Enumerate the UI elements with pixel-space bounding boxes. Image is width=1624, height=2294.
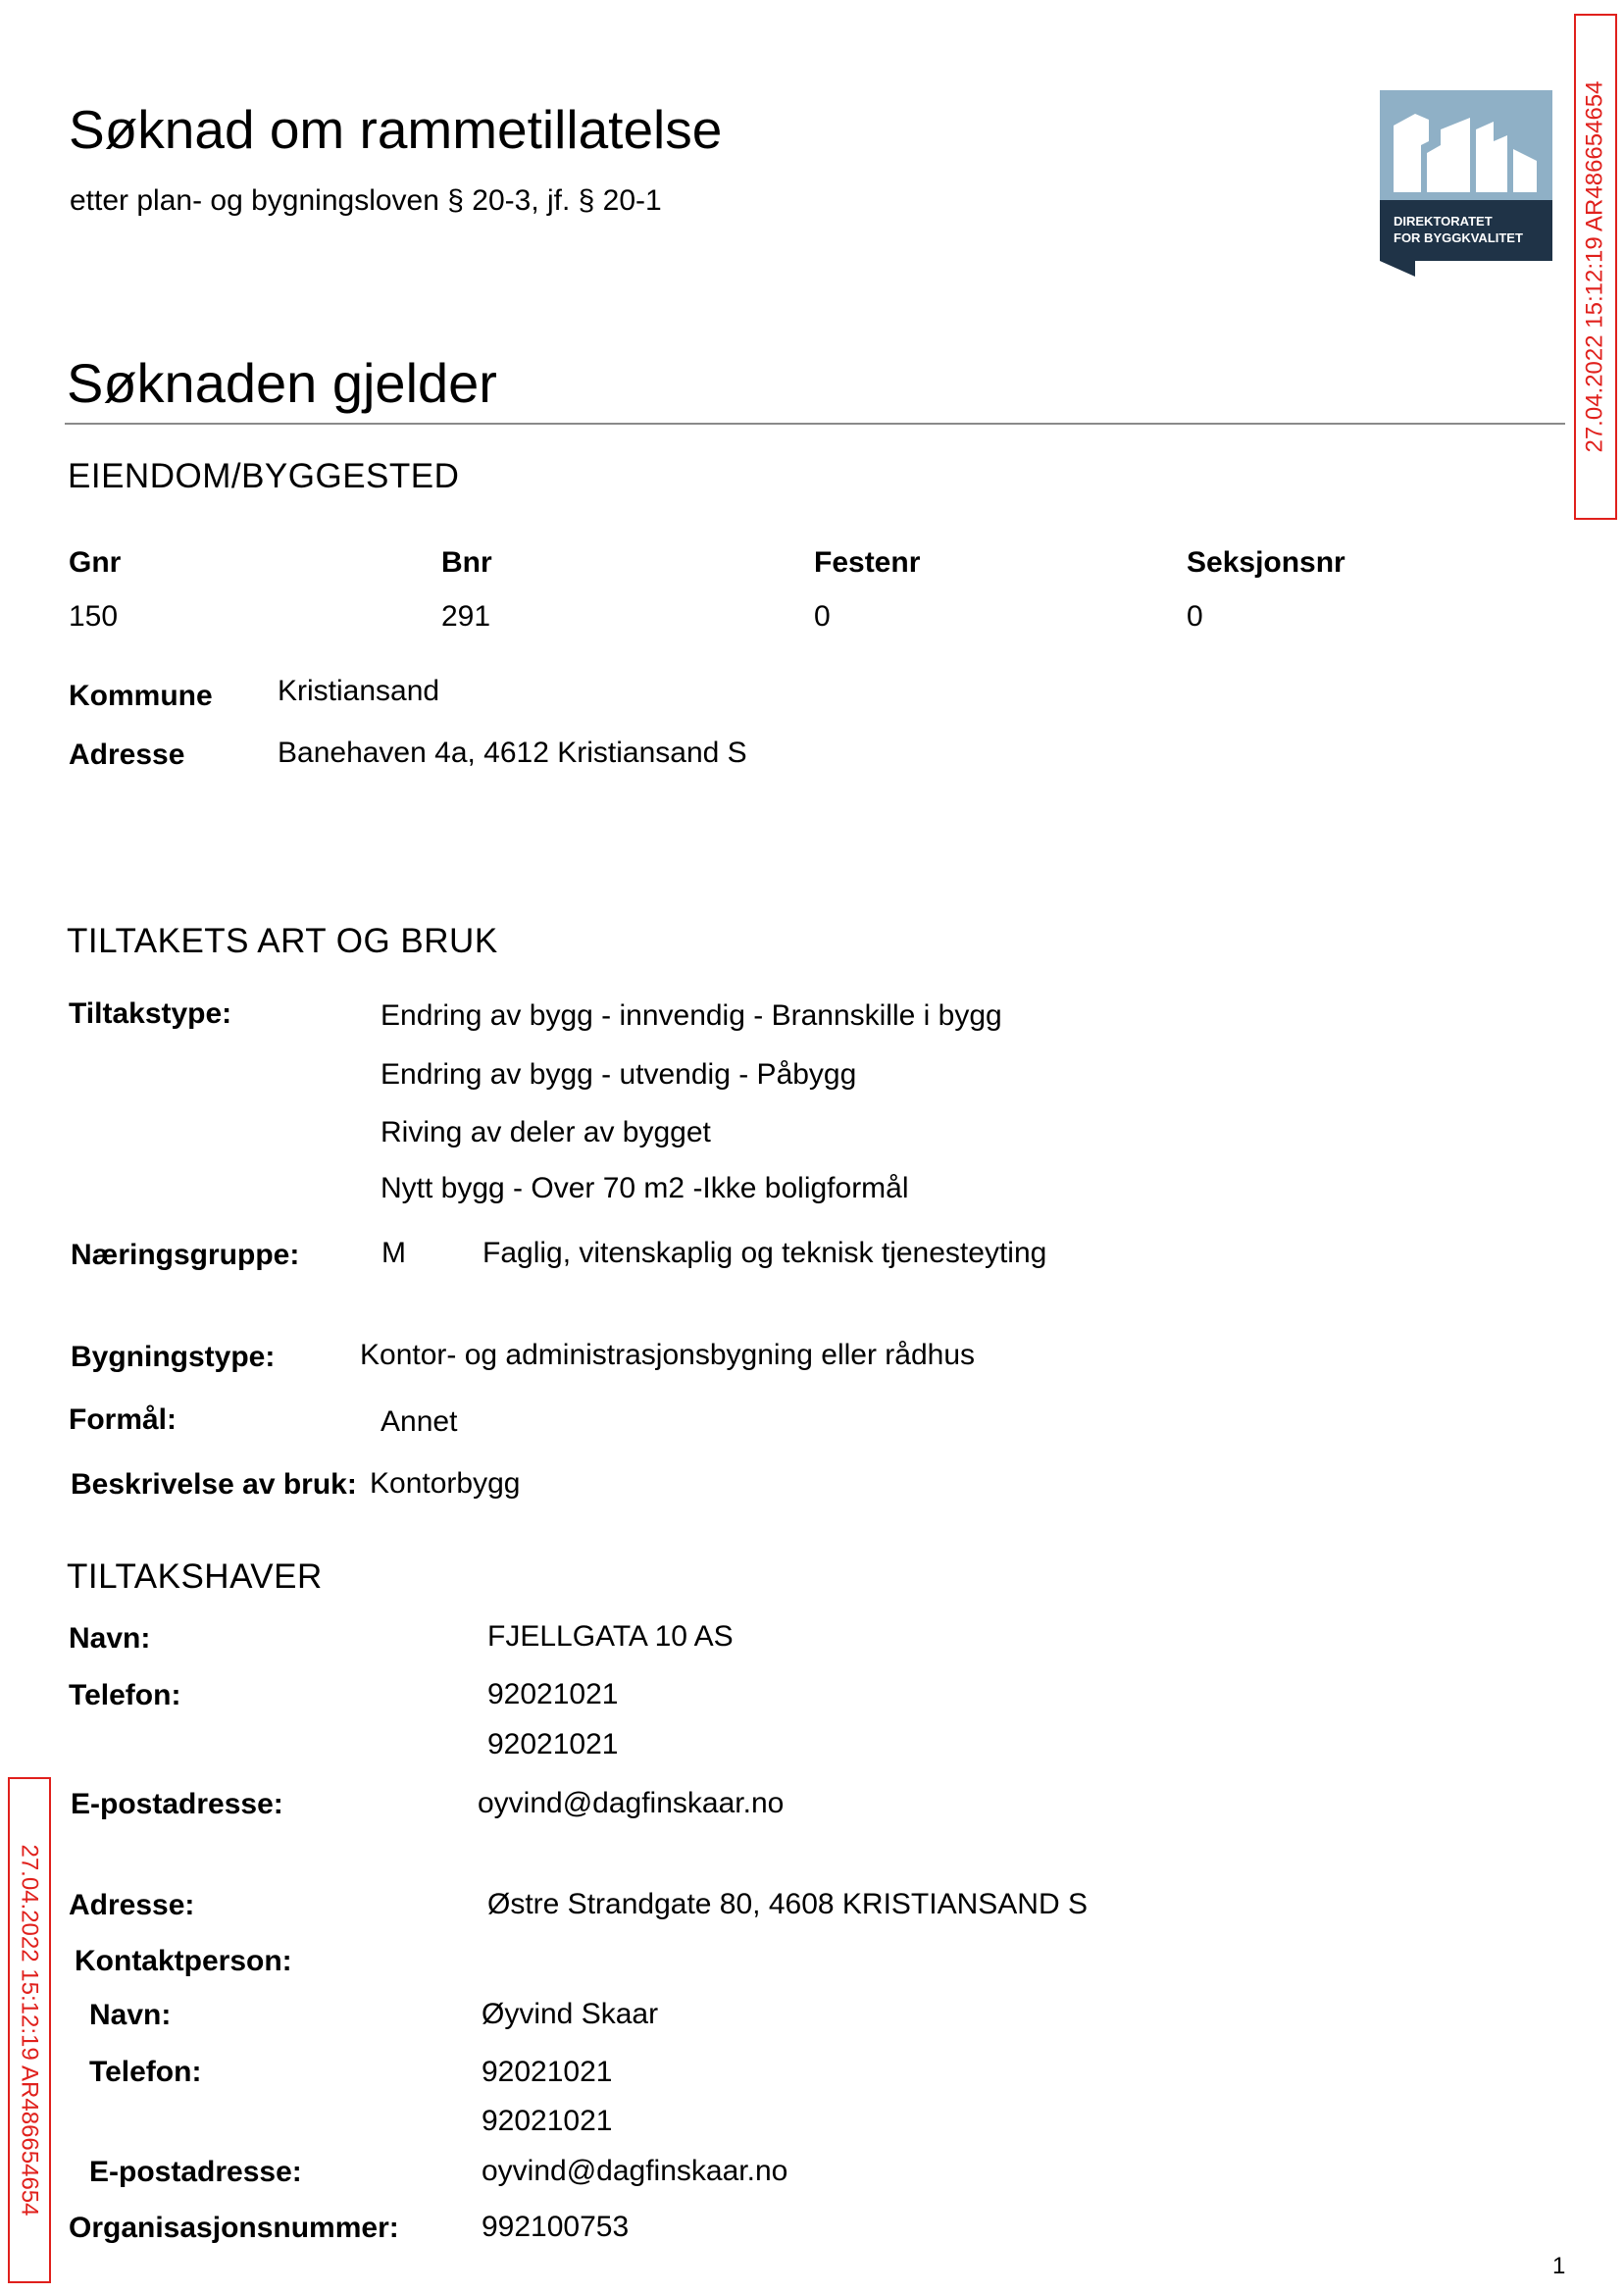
kontakt-navn-label: Navn: (89, 1999, 172, 2031)
kontakt-navn-value: Øyvind Skaar (482, 1998, 659, 2030)
kontakt-epost-value: oyvind@dagfinskaar.no (482, 2155, 788, 2187)
page-number: 1 (1552, 2253, 1566, 2279)
tiltakshaver-adresse-label: Adresse: (69, 1889, 195, 1921)
dibk-logo-graphic (1380, 90, 1552, 277)
tiltakstype-item: Nytt bygg - Over 70 m2 -Ikke boligformål (381, 1172, 909, 1204)
gnr-label: Gnr (69, 546, 122, 579)
tiltakstype-item: Endring av bygg - innvendig - Brannskille i bygg (381, 999, 1002, 1032)
tiltakshaver-heading: TILTAKSHAVER (67, 1557, 323, 1596)
tiltakshaver-navn-label: Navn: (69, 1622, 151, 1655)
festenr-value: 0 (814, 600, 831, 633)
kontakt-telefon-value: 92021021 (482, 2056, 613, 2088)
bygningstype-label: Bygningstype: (71, 1341, 276, 1373)
orgnr-label: Organisasjonsnummer: (69, 2212, 399, 2244)
kontakt-telefon-value: 92021021 (482, 2105, 613, 2137)
kommune-value: Kristiansand (278, 675, 440, 707)
bruk-label: Beskrivelse av bruk: (71, 1468, 357, 1501)
tiltakshaver-telefon-value: 92021021 (487, 1678, 619, 1710)
kontaktperson-label: Kontaktperson: (75, 1945, 292, 1977)
seksjonsnr-label: Seksjonsnr (1187, 546, 1345, 579)
document-title: Søknad om rammetillatelse (69, 99, 723, 160)
naeringsgruppe-code: M (381, 1237, 406, 1269)
tiltakshaver-adresse-value: Østre Strandgate 80, 4608 KRISTIANSAND S (487, 1888, 1088, 1920)
naeringsgruppe-label: Næringsgruppe: (71, 1239, 300, 1271)
bnr-label: Bnr (441, 546, 492, 579)
bruk-value: Kontorbygg (370, 1467, 521, 1500)
formal-label: Formål: (69, 1403, 178, 1436)
kontakt-telefon-label: Telefon: (89, 2056, 202, 2088)
adresse-label: Adresse (69, 739, 185, 771)
adresse-value: Banehaven 4a, 4612 Kristiansand S (278, 737, 747, 769)
logo-line1: DIREKTORATET (1394, 214, 1493, 229)
property-heading: EIENDOM/BYGGESTED (68, 457, 460, 495)
tiltakshaver-epost-label: E-postadresse: (71, 1788, 283, 1820)
kommune-label: Kommune (69, 680, 213, 712)
registration-stamp-bottom (8, 1777, 51, 2283)
tiltakshaver-navn-value: FJELLGATA 10 AS (487, 1620, 734, 1653)
bnr-value: 291 (441, 600, 491, 633)
gnr-value: 150 (69, 600, 119, 633)
dibk-logo (1380, 90, 1552, 277)
stamp-text: 27.04.2022 15:12:19 AR486654654 (1582, 80, 1608, 453)
document-subtitle: etter plan- og bygningsloven § 20-3, jf. § 20-1 (70, 184, 662, 217)
registration-stamp-top (1574, 14, 1617, 520)
orgnr-value: 992100753 (482, 2211, 630, 2243)
naeringsgruppe-text: Faglig, vitenskaplig og teknisk tjenesteyting (482, 1237, 1047, 1269)
logo-line2: FOR BYGGKVALITET (1394, 230, 1523, 245)
tiltakstype-label: Tiltakstype: (69, 997, 232, 1030)
seksjonsnr-value: 0 (1187, 600, 1203, 633)
festenr-label: Festenr (814, 546, 921, 579)
formal-value: Annet (381, 1405, 458, 1438)
tiltakshaver-telefon-label: Telefon: (69, 1679, 181, 1711)
tiltakshaver-telefon-value: 92021021 (487, 1728, 619, 1760)
bygningstype-value: Kontor- og administrasjonsbygning eller rådhus (360, 1339, 976, 1371)
tiltakstype-item: Endring av bygg - utvendig - Påbygg (381, 1058, 857, 1091)
tiltakshaver-epost-value: oyvind@dagfinskaar.no (478, 1787, 785, 1819)
tiltak-heading: TILTAKETS ART OG BRUK (67, 922, 498, 960)
stamp-text: 27.04.2022 15:12:19 AR486654654 (17, 1844, 43, 2217)
section-title: Søknaden gjelder (67, 352, 497, 414)
tiltakstype-item: Riving av deler av bygget (381, 1116, 711, 1148)
section-divider (65, 423, 1565, 425)
kontakt-epost-label: E-postadresse: (89, 2156, 302, 2188)
